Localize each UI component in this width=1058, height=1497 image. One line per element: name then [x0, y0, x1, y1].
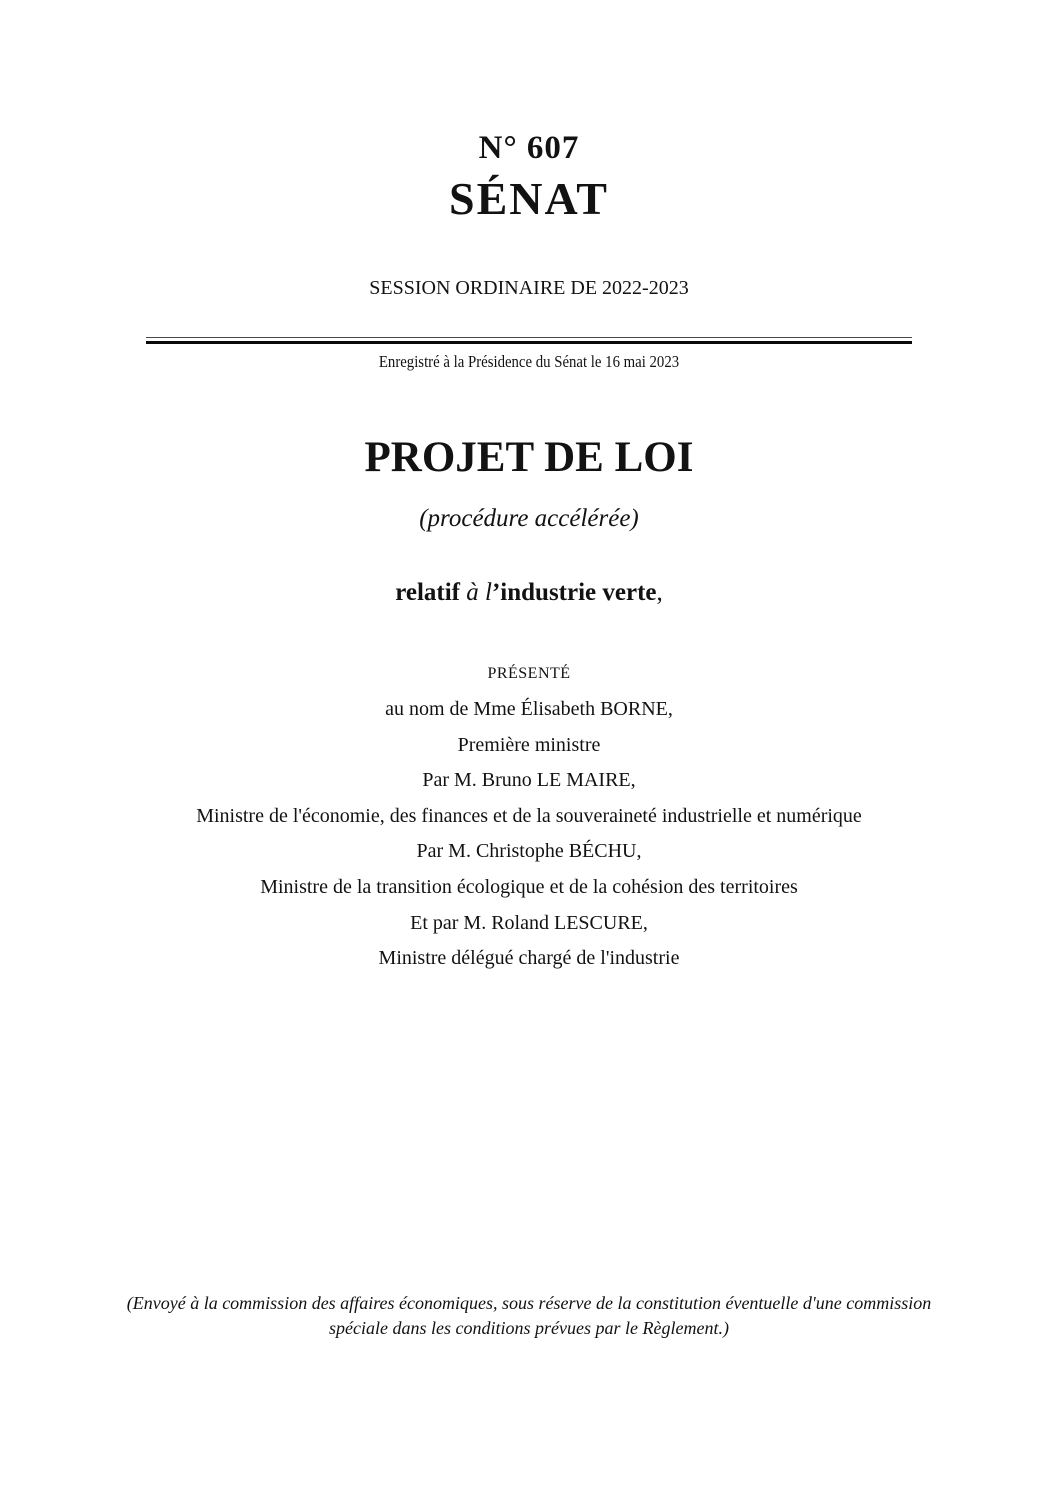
signatory-line: Par M. Bruno LE MAIRE,	[422, 769, 636, 792]
commission-referral-note: (Envoyé à la commission des affaires économiques, sous réserve de la constitution éventuelle d'une commission spéciale dans les conditions prévues par le Règlement.)	[126, 1293, 932, 1338]
subject-tail: ’industrie verte	[491, 579, 657, 606]
double-rule-divider	[146, 337, 912, 344]
signatory-line: au nom de Mme Élisabeth BORNE,	[385, 698, 673, 720]
document-title: PROJET DE LOI	[364, 434, 694, 481]
signatory-role: Ministre de la transition écologique et de la cohésion des territoires	[260, 875, 798, 898]
signatories-block	[0, 692, 1058, 977]
signatory-role: Ministre de l'économie, des finances et de la souveraineté industrielle et numérique	[196, 804, 862, 827]
procedure-note: (procédure accélérée)	[419, 505, 639, 532]
presented-label: PRÉSENTÉ	[487, 665, 571, 682]
signatory-role: Première ministre	[457, 733, 601, 756]
subject-line	[0, 579, 1058, 607]
registration-line: Enregistré à la Présidence du Sénat le 16 mai 2023	[378, 352, 680, 371]
signatory-line: Et par M. Roland LESCURE,	[410, 911, 648, 934]
subject-comma: ,	[656, 579, 663, 606]
subject-middle: à l	[466, 579, 492, 606]
institution-title: SÉNAT	[449, 173, 609, 224]
signatory-role: Ministre délégué chargé de l'industrie	[378, 947, 680, 970]
subject-lead: relatif	[395, 579, 467, 606]
document-number: N° 607	[478, 130, 580, 166]
signatory-line: Par M. Christophe BÉCHU,	[416, 840, 642, 863]
session-line: SESSION ORDINAIRE DE 2022-2023	[369, 277, 689, 299]
